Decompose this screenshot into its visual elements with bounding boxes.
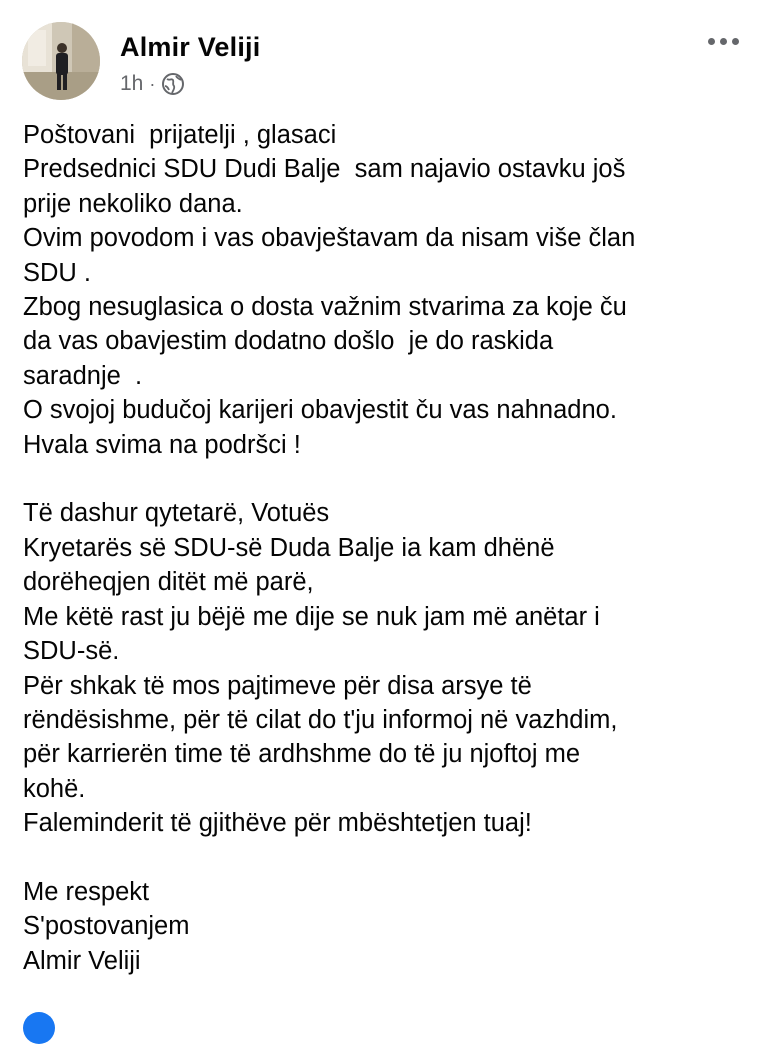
post-time[interactable]: 1h [120,72,144,95]
post-text-line: Kryetarës së SDU-së Duda Balje ia kam dhënë [23,533,555,562]
globe-icon[interactable] [161,72,185,96]
post-text-line: prije nekoliko dana. [23,189,243,218]
avatar-image [22,22,100,100]
more-dot [720,38,727,45]
more-options-icon[interactable] [703,26,743,56]
post-text-line: saradnje . [23,361,143,390]
post-text-line [23,462,753,496]
post-text-line: Poštovani prijatelji , glasaci [23,121,337,149]
post-text-line [23,841,753,875]
post-text-line: Hvala svima na podršci ! [23,430,301,459]
post-text-line: Për shkak të mos pajtimeve për disa arsye të [23,671,532,700]
post-text-line: Ovim povodom i vas obavještavam da nisam više član [23,224,636,253]
post-text-line: SDU . [23,258,92,287]
post-text-line: kohë. [23,774,86,803]
post-text-line: S'postovanjem [23,912,190,941]
meta-separator: · [149,73,156,94]
post-text-line: Me respekt [23,877,150,906]
more-dot [732,38,739,45]
reaction-icon[interactable] [23,1012,55,1044]
post-text-line: Të dashur qytetarë, Votuës [23,499,330,528]
post-text-line: dorëheqjen ditët më parë, [23,568,314,597]
post-text-line: Faleminderit të gjithëve për mbështetjen tuaj! [23,809,532,838]
post-meta [120,72,185,96]
post-text-line: SDU-së. [23,637,120,666]
post-text-line: Zbog nesuglasica o dosta važnim stvarima za koje ču [23,293,627,322]
post-text-line: da vas obavjestim dodatno došlo je do raskida [23,327,554,356]
post-text-line: Almir Veliji [23,946,141,975]
post-text-line: Me këtë rast ju bëjë me dije se nuk jam më anëtar i [23,602,600,631]
post-text-line: Predsednici SDU Dudi Balje sam najavio ostavku još [23,155,626,184]
post-text [23,118,753,978]
post-text-line: rëndësishme, për të cilat do t'ju informoj në vazhdim, [23,705,618,734]
author-avatar[interactable] [22,22,100,100]
post-text-line: për karrierën time të ardhshme do të ju njoftoj me [23,740,581,769]
post-header [22,22,747,102]
more-dot [708,38,715,45]
post-text-line: O svojoj budučoj karijeri obavjestit ču vas nahnadno. [23,396,617,425]
author-name[interactable]: Almir Veliji [120,32,261,62]
